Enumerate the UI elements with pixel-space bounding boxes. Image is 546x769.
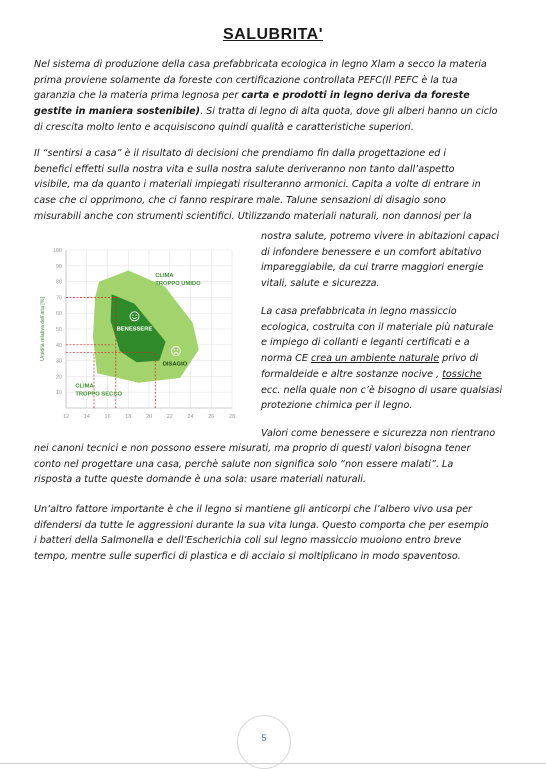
x-tick-label: 16 xyxy=(104,414,111,420)
text-line: e impiego di collanti e leganti certificati e a xyxy=(261,337,470,349)
text-line: case che ci opprimono, che ci fanno respirare male. Talune sensazioni di disagio sono xyxy=(34,195,446,207)
text-line xyxy=(261,367,518,383)
label-clima-secco-2: TROPPO SECCO xyxy=(75,391,123,398)
label-clima-umido-1: CLIMA xyxy=(155,272,174,279)
page-number: 5 xyxy=(261,733,267,743)
text-line: ecc. nella quale non c’è bisogno di usare qualsiasi xyxy=(261,384,503,396)
text-line: misurabili anche con strumenti scientifici. Utilizzando materiali naturali, non dannosi per la xyxy=(34,210,472,222)
text-line: protezione chimica per il legno. xyxy=(261,400,413,412)
text-span: norma CE xyxy=(261,353,311,365)
y-tick-label: 10 xyxy=(55,390,62,397)
label-disagio: DISAGIO xyxy=(162,361,188,368)
text-line: La casa prefabbricata in legno massiccio xyxy=(261,306,457,317)
x-tick-label: 12 xyxy=(62,414,70,420)
text-line: difendersi da tutte le aggressioni durante la sua vita lunga. Questo comporta che per esempio xyxy=(34,519,489,531)
text-line xyxy=(34,88,518,104)
y-tick-label: 80 xyxy=(55,279,62,286)
y-tick-label: 60 xyxy=(55,311,62,318)
y-tick-label: 20 xyxy=(55,374,62,381)
text-line: tempo, mentre sulle superfici di plastica e di acciaio si moltiplicano in modo spaventoso. xyxy=(34,551,461,563)
text-line xyxy=(34,104,518,120)
text-span: formaldeide e altre sostanze nocive , xyxy=(261,368,443,380)
smiley-eye xyxy=(177,349,178,350)
smiley-eye xyxy=(174,349,175,350)
footer-divider xyxy=(0,763,546,764)
page-title: SALUBRITA' xyxy=(222,26,324,43)
y-tick-label: 50 xyxy=(55,327,62,333)
label-clima-secco-1: CLIMA xyxy=(75,383,94,390)
text-span: garanzia che la materia prima legnosa per xyxy=(34,90,242,102)
underlined-text: tossiche xyxy=(442,368,482,380)
bold-text: gestite in maniera sostenibile) xyxy=(34,106,201,118)
x-tick-label: 28 xyxy=(228,414,236,420)
text-line: di infondere benessere e un comfort abitativo xyxy=(261,246,482,258)
paragraph-health xyxy=(34,441,518,488)
text-line xyxy=(261,351,518,367)
x-tick-label: 14 xyxy=(83,414,90,420)
text-line: di crescita molto lento e acquisiscono quindi qualità e caratteristiche superiori. xyxy=(34,121,414,133)
paragraph-antibodies xyxy=(34,502,518,565)
text-line: Il “sentirsi a casa” è il risultato di decisioni che prendiamo fin dalla progettazione ed i xyxy=(34,148,447,159)
label-benessere: BENESSERE xyxy=(116,326,153,333)
y-tick-label: 90 xyxy=(55,263,62,270)
text-line: Nel sistema di produzione della casa prefabbricata ecologica in legno Xlam a secco la materia xyxy=(34,59,487,70)
text-span: privo di xyxy=(439,353,479,365)
text-line: benefici effetti sulla nostra vita e sulla nostra salute deriveranno non tanto dall’aspetto xyxy=(34,163,455,175)
underlined-text: crea un ambiente naturale xyxy=(310,353,440,365)
y-tick-label: 40 xyxy=(55,342,62,349)
x-tick-label: 24 xyxy=(187,414,194,420)
y-tick-label: 30 xyxy=(55,358,62,365)
paragraph-feeling-home xyxy=(34,146,518,225)
text-line: conto nel progettare una casa, perchè salute non significa solo “non essere malati”. La xyxy=(34,458,454,470)
text-line: impareggiabile, da cui trarre maggiori energie xyxy=(261,262,484,274)
paragraph-natural-materials xyxy=(261,229,518,292)
text-line: nei canoni tecnici e non possono essere misurati, ma proprio di questi valori bisogna tener xyxy=(34,443,471,454)
text-line: ecologica, costruita con il materiale più naturale xyxy=(261,321,494,333)
text-line: vitali, salute e sicurezza. xyxy=(261,278,380,290)
paragraph-solid-wood-house xyxy=(261,304,518,414)
chart-svg xyxy=(34,246,244,426)
y-axis-label: Umidità relativa dell'aria [%] xyxy=(40,297,46,361)
paragraph-values xyxy=(261,426,518,442)
smiley-eye xyxy=(132,315,133,316)
bold-text: carta e prodotti in legno deriva da foreste xyxy=(241,90,470,102)
humidity-comfort-chart xyxy=(34,246,244,426)
x-tick-label: 22 xyxy=(166,414,173,420)
text-line: prima proviene solamente da foreste con certificazione controllata PEFC(Il PEFC è la tua xyxy=(34,74,458,86)
text-line: i batteri della Salmonella e dell’Escherichia coli sul legno massiccio muoiono entro breve xyxy=(34,535,462,547)
label-clima-umido-2: TROPPO UMIDO xyxy=(155,280,201,287)
smiley-eye xyxy=(135,315,136,316)
text-line: nostra salute, potremo vivere in abitazioni capaci xyxy=(261,231,500,242)
x-tick-label: 20 xyxy=(145,414,153,420)
x-tick-label: 18 xyxy=(125,414,132,420)
text-line: visibile, ma da quanto i materiali impiegati risulteranno armonici. Capita a volte di entrare in xyxy=(34,179,481,191)
text-span: . Si tratta di legno di alta quota, dove gli alberi hanno un ciclo xyxy=(200,106,498,118)
y-tick-label: 70 xyxy=(55,295,62,302)
text-line: Un’altro fattore importante è che il legno si mantiene gli anticorpi che l’albero vivo usa per xyxy=(34,504,472,515)
text-line: risposta a tutte queste domande è una sola: usare materiali naturali. xyxy=(34,474,366,486)
paragraph-wood-certification xyxy=(34,57,518,136)
x-tick-label: 26 xyxy=(208,414,215,420)
y-tick-label: 100 xyxy=(52,248,62,254)
text-line: Valori come benessere e sicurezza non rientrano xyxy=(261,428,496,439)
